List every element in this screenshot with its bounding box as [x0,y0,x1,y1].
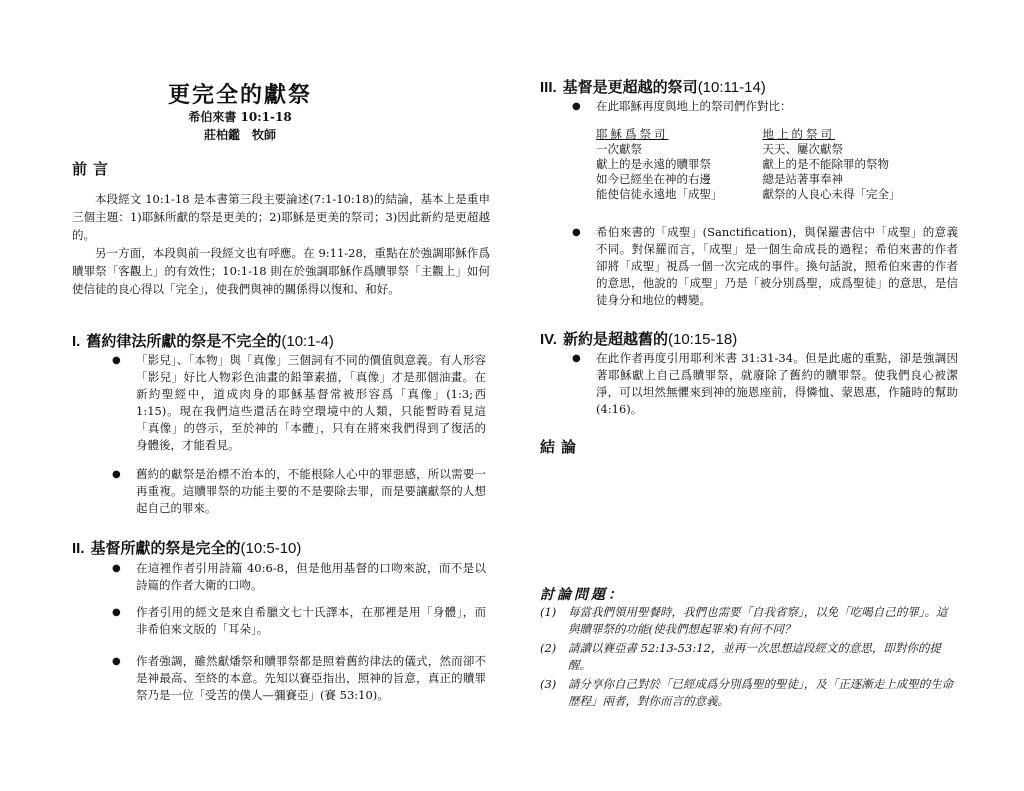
bullet-icon: ● [112,355,121,366]
table-header-earthly: 地上的祭司 [762,127,835,141]
section-title: 基督所獻的祭是完全的 [90,539,241,557]
question-text: 請分享你自己對於「已經成爲分別爲聖的聖徒」，及「正逐漸走上成聖的生命歷程」兩者，對你而言的意義。 [568,677,954,708]
bullet-icon: ● [572,353,581,364]
bullet-text: 作者引用的經文是來自希臘文七十氏譯本，在那裡是用「身體」，而非希伯來文版的「耳朵」。 [136,605,486,636]
table-cell: 獻祭的人良心未得「完全」 [762,187,901,201]
section-number: I. [72,333,81,350]
section-title: 新約是超越舊的 [562,330,668,348]
bullet-icon: ● [112,563,121,574]
section-ref: (10:5-10) [240,540,302,557]
table-cell: 獻上的是永遠的贖罪祭 [596,157,711,171]
question-item [540,640,958,674]
table-header-row [596,126,909,142]
section-ref: (10:15-18) [667,331,738,348]
bullet-icon: ● [572,101,581,112]
section-4-heading [540,328,737,349]
table-cell: 一次獻祭 [596,142,642,156]
bullet-item [112,604,486,638]
comparison-table [596,126,909,202]
section-ref: (10:11-14) [697,79,766,96]
question-number: (2) [540,641,557,655]
question-text: 每當我們領用聖餐時，我們也需要「自我省察」，以免「吃喝自己的罪」。這與贖罪祭的功能(使我們想起罪來)有何不同？ [568,605,948,636]
preface-body [72,190,490,298]
bullet-text: 舊約的獻祭是治標不治本的，不能根除人心中的罪惡感，所以需要一再重複。這贖罪祭的功能主要的不是要除去罪，而是要讓獻祭的人想起自己的罪來。 [136,467,486,515]
question-item [540,604,958,638]
bullet-text: 作者強調，雖然獻燔祭和贖罪祭都是照着舊約律法的儀式，然而卻不是神最高、至終的本意。先知以賽亞指出，照神的旨意，真正的贖罪祭乃是一位「受苦的僕人—彌賽亞」(賽 53:10)。 [136,654,486,702]
bullet-item [572,224,958,309]
section-ref: (10:1-4) [281,333,334,350]
section-title: 舊約律法所獻的祭是不完全的 [86,332,282,350]
section-number: III. [540,79,557,96]
discussion-heading: 討論問題： [540,587,625,603]
author: 莊柏鑑 牧師 [203,128,276,142]
table-row [596,142,909,157]
table-cell: 總是站著事奉神 [762,172,843,186]
section-number: II. [72,540,85,557]
section-number: IV. [540,331,557,348]
question-number: (3) [540,677,557,691]
conclusion-heading: 結論 [540,438,583,456]
table-row [596,172,909,187]
bullet-item [572,98,966,115]
bullet-text: 希伯來書的「成聖」(Sanctification)，與保羅書信中「成聖」的意義不同。對保羅而言，「成聖」是一個生命成長的過程；希伯來書的作者卻將「成聖」視爲一個一次完成的事件。換句話說，照希伯來書的作者的意思，他說的「成聖」乃是「被分別爲聖，成爲聖徒」的意思，是信徒身分和地位的轉變。 [596,225,958,307]
bullet-icon: ● [112,656,121,667]
bullet-text: 在此耶穌再度與地上的祭司們作對比： [596,99,792,113]
bullet-text: 在這裡作者引用詩篇 40:6-8，但是他用基督的口吻來說，而不是以詩篇的作者大衛的口吻。 [136,561,486,592]
bullet-icon: ● [572,227,581,238]
table-cell: 如今已經坐在神的右邊 [596,172,711,186]
preface-paragraph-2: 另一方面，本段與前一段經文也有呼應。在 9:11-28，重點在於強調耶穌作爲贖罪祭「客觀上」的有效性；10:1-18 則在於強調耶穌作爲贖罪祭「主觀上」如何使信徒的良心得以「完全」，使我們與神的關係得以復和、和好。 [72,246,490,296]
bullet-icon: ● [112,607,121,618]
table-row [596,157,909,172]
question-text: 請讀以賽亞書 52:13-53:12，並再一次思想這段經文的意思，即對你的提醒。 [568,641,941,672]
bullet-item [112,560,486,594]
question-number: (1) [540,605,557,619]
bullet-item [572,350,958,418]
table-row [596,187,909,202]
preface-paragraph-1: 本段經文 10:1-18 是本書第三段主要論述(7:1-10:18)的結論，基本上是重申三個主題：1)耶穌所獻的祭是更美的；2)耶穌是更美的祭司；3)因此新約是更超越的。 [72,192,490,242]
question-item [540,676,958,710]
bullet-text: 在此作者再度引用耶利米書 31:31-34。但是此處的重點，卻是強調因著耶穌獻上自己爲贖罪祭，就廢除了舊約的贖罪祭。使我們良心被潔淨，可以坦然無懼來到神的施恩座前，得憐恤、蒙恩惠，作隨時的幫助(4:16)。 [596,351,958,416]
bullet-icon: ● [112,469,121,480]
table-header-jesus: 耶穌爲祭司 [596,127,669,141]
title: 更完全的獻祭 [167,82,312,108]
section-title: 基督是更超越的祭司 [562,78,698,96]
section-3-heading [540,76,766,97]
bullet-item [112,352,486,454]
table-cell: 天天、屢次獻祭 [762,142,843,156]
bullet-item [112,466,486,517]
section-1-heading [72,330,334,351]
section-2-heading [72,537,301,558]
subtitle: 希伯來書 10:1-18 [188,110,292,124]
bullet-text: 「影兒」、「本物」與「真像」三個詞有不同的價值與意義。有人形容「影兒」好比人物彩色油畫的鉛筆素描，「真像」才是那個油畫。在新約聖經中，道成肉身的耶穌基督常被形容爲「真像」(1:3;西 1:15)。現在我們這些還活在時空環境中的人類，只能暫時看見這「真像」的啓示，至於神的「本體」，只有在將來我們得到了復活的身體後，才能看見。 [136,353,486,452]
bullet-item [112,653,486,704]
table-cell: 獻上的是不能除罪的祭物 [762,157,889,171]
table-cell: 能使信徒永遠地「成聖」 [596,187,723,201]
preface-heading: 前言 [72,160,115,178]
